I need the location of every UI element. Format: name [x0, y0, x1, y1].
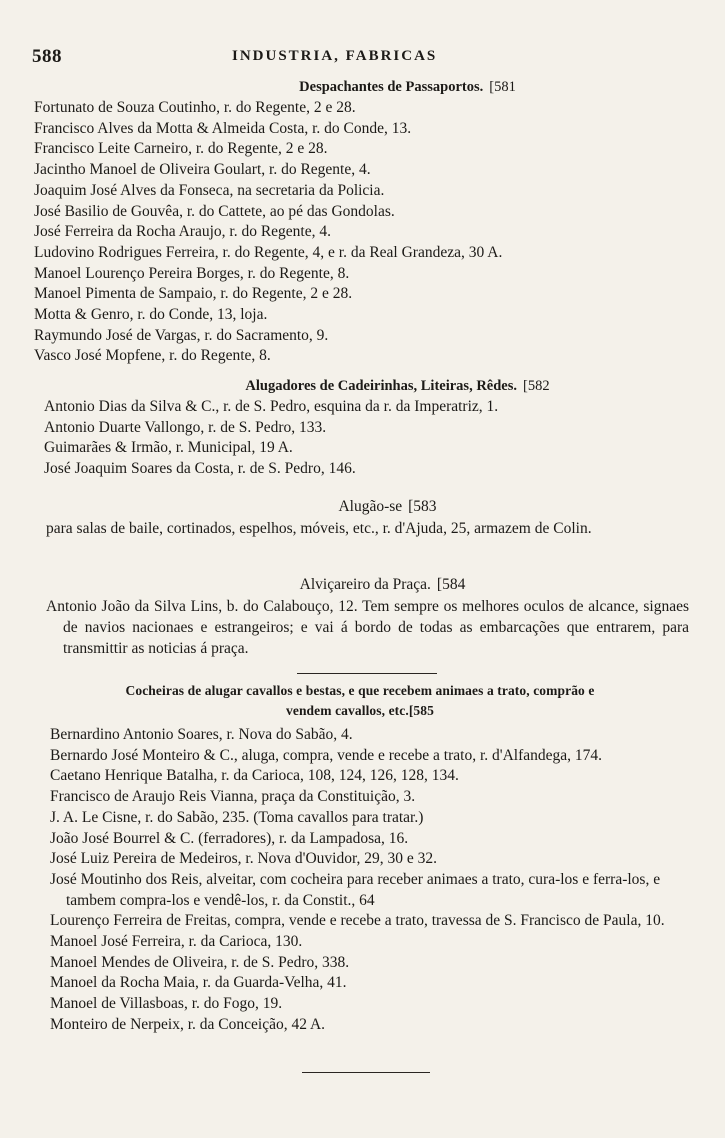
running-title: INDUSTRIA, FABRICAS [232, 48, 438, 64]
list-item: Lourenço Ferreira de Freitas, compra, vende e recebe a trato, travessa de S. Francisco de Paula, 10. [50, 912, 665, 930]
list-item: Manoel Lourenço Pereira Borges, r. do Regente, 8. [34, 264, 350, 282]
section-title-line2: vendem cavallos, etc. [286, 703, 409, 718]
section-alugao-se [0, 496, 725, 539]
section-title: Alviçareiro da Praça. [299, 576, 431, 593]
list-item: Fortunato de Souza Coutinho, r. do Regente, 2 e 28. [34, 99, 356, 116]
list-item: Manoel da Rocha Maia, r. da Guarda-Velha, 41. [50, 974, 347, 992]
list-item: Joaquim José Alves da Fonseca, na secretaria da Policia. [34, 181, 385, 199]
list-item: José Ferreira da Rocha Araujo, r. do Regente, 4. [34, 223, 331, 241]
list-item: Ludovino Rodrigues Ferreira, r. do Regente, 4, e r. da Real Grandeza, 30 A. [34, 243, 503, 261]
list-item: Guimarães & Irmão, r. Municipal, 19 A. [44, 439, 293, 457]
section-number: [581 [489, 79, 516, 95]
list-item: Manoel José Ferreira, r. da Carioca, 130. [50, 933, 303, 951]
list-item: José Moutinho dos Reis, alveitar, com cocheira para receber animaes a trato, cura-los e ferra-los, e tambem compra-los e vendê-los, r. da Constit., 64 [50, 870, 661, 909]
list-item: José Basilio de Gouvêa, r. do Cattete, ao pé das Gondolas. [34, 202, 395, 220]
section-cocheiras [0, 681, 725, 1036]
section-title: Alugadores de Cadeirinhas, Liteiras, Rêdes. [245, 378, 518, 394]
list-item: Motta & Genro, r. do Conde, 13, loja. [34, 306, 268, 324]
list-item: Manoel de Villasboas, r. do Fogo, 19. [50, 995, 283, 1013]
list-item: Manoel Mendes de Oliveira, r. de S. Pedro, 338. [50, 953, 350, 971]
entry-list [34, 98, 725, 367]
section-title-line1: Cocheiras de alugar cavallos e bestas, e que recebem animaes a trato, comprão e [125, 683, 595, 698]
section-number: [583 [408, 498, 437, 515]
section-divider [297, 673, 437, 674]
section-number: [582 [523, 378, 550, 394]
section-despachantes [0, 76, 725, 367]
section-heading [40, 681, 680, 721]
section-alvicareiro [0, 574, 725, 659]
list-item: Vasco José Mopfene, r. do Regente, 8. [34, 347, 271, 365]
list-item: Bernardino Antonio Soares, r. Nova do Sabão, 4. [50, 726, 353, 743]
page-end-divider [302, 1072, 430, 1073]
section-title: Alugão-se [338, 498, 403, 515]
section-text: Antonio João da Silva Lins, b. do Calabouço, 12. Tem sempre os melhores oculos de alcance, signaes de navios nacionaes e estrangeiros; e vai á bordo de todas as embarcações que entrarem, para transmittir as noticias á praça. [46, 598, 689, 657]
page-header [32, 46, 692, 70]
section-number: [585 [408, 703, 434, 718]
page-number: 588 [32, 46, 62, 67]
list-item: José Joaquim Soares da Costa, r. de S. Pedro, 146. [44, 460, 356, 478]
list-item: Francisco Leite Carneiro, r. do Regente, 2 e 28. [34, 140, 328, 158]
section-heading [0, 574, 725, 596]
section-text: para salas de baile, cortinados, espelhos, móveis, etc., r. d'Ajuda, 25, armazem de Colin. [46, 520, 592, 537]
list-item: Raymundo José de Vargas, r. do Sacramento, 9. [34, 326, 329, 344]
entry-list [50, 725, 672, 1036]
list-item: Monteiro de Nerpeix, r. da Conceição, 42 A. [50, 1015, 326, 1033]
list-item: José Luiz Pereira de Medeiros, r. Nova d'Ouvidor, 29, 30 e 32. [50, 850, 438, 868]
section-heading [0, 76, 725, 98]
entry-list [44, 397, 725, 480]
list-item: Jacintho Manoel de Oliveira Goulart, r. do Regente, 4. [34, 161, 371, 179]
list-item: J. A. Le Cisne, r. do Sabão, 235. (Toma cavallos para tratar.) [50, 808, 424, 826]
section-number: [584 [436, 576, 466, 593]
section-heading [0, 496, 725, 518]
list-item: Caetano Henrique Batalha, r. da Carioca, 108, 124, 126, 128, 134. [50, 767, 459, 785]
list-item: Francisco de Araujo Reis Vianna, praça da Constituição, 3. [50, 788, 416, 806]
list-item: Antonio Duarte Vallongo, r. de S. Pedro, 133. [44, 418, 327, 436]
list-item: João José Bourrel & C. (ferradores), r. da Lampadosa, 16. [50, 829, 409, 847]
list-item: Antonio Dias da Silva & C., r. de S. Pedro, esquina da r. da Imperatriz, 1. [44, 398, 499, 415]
list-item: Bernardo José Monteiro & C., aluga, compra, vende e recebe a trato, r. d'Alfandega, 174. [50, 746, 602, 764]
list-item: Manoel Pimenta de Sampaio, r. do Regente, 2 e 28. [34, 285, 353, 303]
list-item: Francisco Alves da Motta & Almeida Costa, r. do Conde, 13. [34, 119, 412, 137]
section-heading [0, 375, 725, 397]
section-title: Despachantes de Passaportos. [299, 79, 484, 95]
section-alugadores [0, 375, 725, 480]
